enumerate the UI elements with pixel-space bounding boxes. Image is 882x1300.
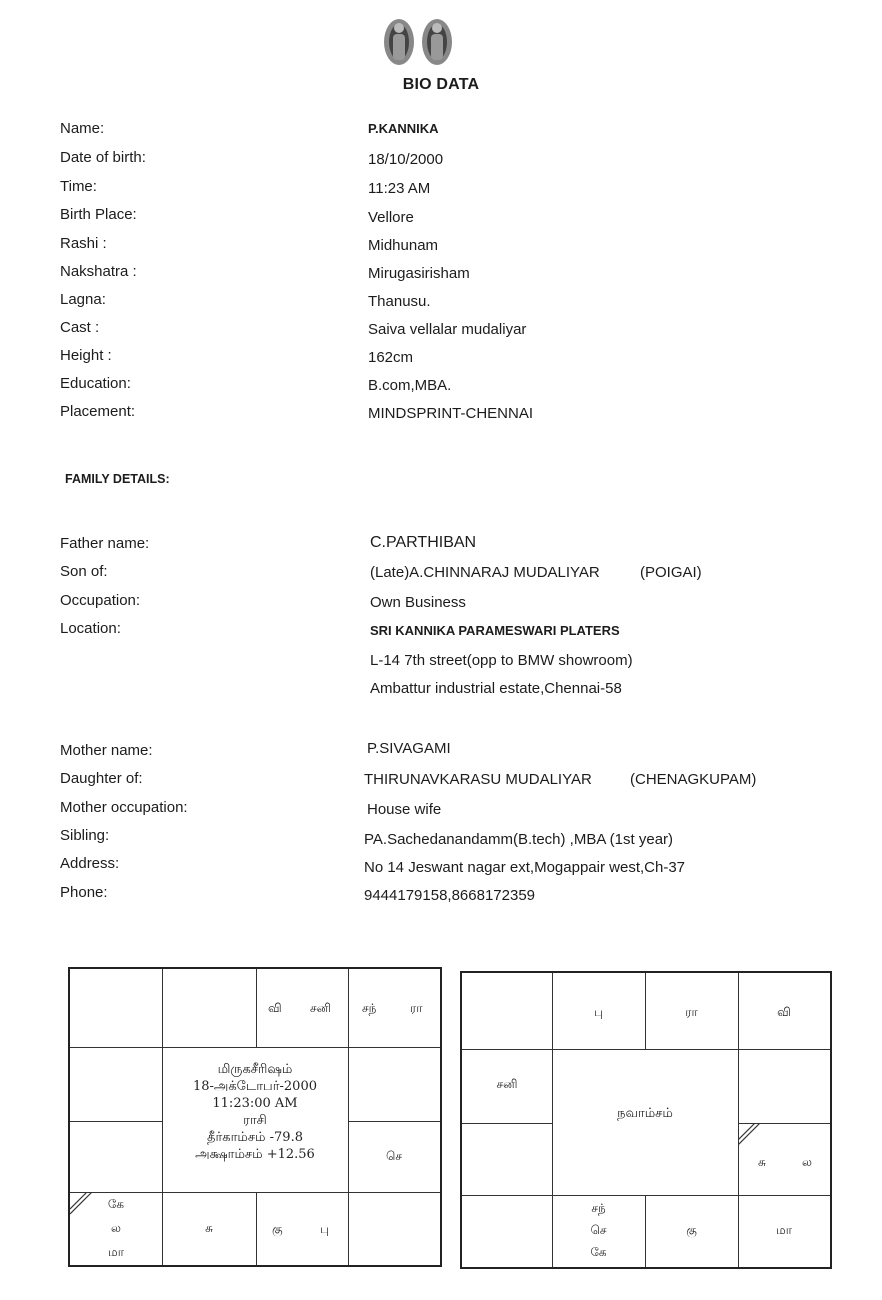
daughter-of-label: Daughter of: xyxy=(60,770,143,787)
birth-place-value: Vellore xyxy=(368,209,414,226)
navamsa-top-vi: வி xyxy=(777,1005,791,1019)
rasi-bottom-guru: கு xyxy=(272,1222,283,1236)
rasi-center-info xyxy=(162,1061,348,1163)
navamsa-bottom-guru: கு xyxy=(686,1223,697,1237)
occupation-label: Occupation: xyxy=(60,592,141,609)
navamsa-right-sukran: சு xyxy=(758,1155,766,1169)
navamsa-right-lagna: ல xyxy=(802,1155,812,1169)
phone-value: 9444179158,8668172359 xyxy=(364,887,536,904)
nakshatra-label: Nakshatra : xyxy=(60,263,137,280)
mother-name-label: Mother name: xyxy=(60,742,153,759)
father-name-label: Father name: xyxy=(60,535,150,552)
placement-label: Placement: xyxy=(60,403,136,420)
occupation-value: Own Business xyxy=(370,594,466,611)
height-label: Height : xyxy=(60,347,112,364)
cast-label: Cast : xyxy=(60,319,100,336)
mother-occupation-label: Mother occupation: xyxy=(60,799,188,816)
lagna-value: Thanusu. xyxy=(368,293,431,310)
sibling-label: Sibling: xyxy=(60,827,110,844)
rasi-latitude: அக்ஷாம்சம் +12.56 xyxy=(195,1147,315,1162)
rasi-bottom-budhan: பு xyxy=(320,1222,329,1236)
cast-value: Saiva vellalar mudaliyar xyxy=(368,321,527,338)
page-title: BIO DATA xyxy=(402,76,480,93)
education-label: Education: xyxy=(60,375,131,392)
rasi-bottom-sukran: சு xyxy=(205,1221,213,1235)
navamsa-left-sani: சனி xyxy=(496,1077,518,1091)
location-line1: L-14 7th street(opp to BMW showroom) xyxy=(370,652,633,669)
mother-name-value: P.SIVAGAMI xyxy=(367,740,451,757)
son-of-value: (Late)A.CHINNARAJ MUDALIYAR xyxy=(370,564,600,581)
sibling-value: PA.Sachedanandamm(B.tech) ,MBA (1st year) xyxy=(364,831,674,848)
rasi-chart xyxy=(68,967,442,1267)
location-company: SRI KANNIKA PARAMESWARI PLATERS xyxy=(370,623,620,638)
height-value: 162cm xyxy=(368,349,414,366)
rasi-label: ராசி xyxy=(243,1113,267,1128)
father-name-value: C.PARTHIBAN xyxy=(370,534,477,551)
education-value: B.com,MBA. xyxy=(368,377,452,394)
navamsa-chart xyxy=(460,971,832,1269)
rasi-time: 11:23:00 AM xyxy=(212,1096,298,1111)
navamsa-bottom-mandhi: மா xyxy=(776,1223,792,1237)
address-value: No 14 Jeswant nagar ext,Mogappair west,Ch-37 xyxy=(364,859,686,876)
daughter-of-place: (CHENAGKUPAM) xyxy=(630,771,757,788)
navamsa-top-budhan: பு xyxy=(594,1005,603,1019)
navamsa-top-rahu: ரா xyxy=(685,1005,698,1019)
navamsa-bottom-chandran: சந் xyxy=(591,1201,606,1215)
rasi-nakshatra: மிருகசீரிஷம் xyxy=(217,1062,293,1077)
location-line2: Ambattur industrial estate,Chennai-58 xyxy=(370,680,622,697)
rasi-longitude: தீர்காம்சம் -79.8 xyxy=(207,1130,303,1145)
deity-logo xyxy=(380,12,456,66)
rashi-label: Rashi : xyxy=(60,235,107,252)
dob-value: 18/10/2000 xyxy=(368,151,444,168)
navamsa-bottom-ketu: கே xyxy=(590,1245,607,1259)
address-label: Address: xyxy=(60,855,120,872)
rasi-date: 18-அக்டோபர்-2000 xyxy=(192,1079,317,1094)
dob-label: Date of birth: xyxy=(60,149,146,166)
navamsa-lagna-marker-icon xyxy=(738,1123,762,1147)
birth-place-label: Birth Place: xyxy=(60,206,137,223)
rashi-value: Midhunam xyxy=(368,237,439,254)
rasi-bottom-mandhi: மா xyxy=(108,1245,124,1259)
rasi-top-cell-vi: வி xyxy=(268,1001,282,1015)
family-details-heading: FAMILY DETAILS: xyxy=(65,472,170,486)
rasi-top-cell-chandran: சந் xyxy=(362,1001,377,1015)
rasi-bottom-lagna: ல xyxy=(111,1221,121,1235)
time-label: Time: xyxy=(60,178,97,195)
son-of-place: (POIGAI) xyxy=(640,564,702,581)
rasi-bottom-ketu: கே xyxy=(107,1197,125,1211)
rasi-top-cell-rahu: ரா xyxy=(410,1001,423,1015)
navamsa-bottom-sevvai: செ xyxy=(590,1223,607,1237)
son-of-label: Son of: xyxy=(60,563,108,580)
time-value: 11:23 AM xyxy=(368,180,431,197)
navamsa-center-label: நவாம்சம் xyxy=(617,1106,673,1121)
phone-label: Phone: xyxy=(60,884,108,901)
placement-value: MINDSPRINT-CHENNAI xyxy=(368,405,534,422)
name-label: Name: xyxy=(60,120,105,137)
lagna-label: Lagna: xyxy=(60,291,106,308)
nakshatra-value: Mirugasirisham xyxy=(368,265,470,282)
location-label: Location: xyxy=(60,620,121,637)
rasi-top-cell-sani: சனி xyxy=(310,1001,331,1015)
daughter-of-value: THIRUNAVKARASU MUDALIYAR xyxy=(364,771,592,788)
name-value: P.KANNIKA xyxy=(368,121,439,136)
rasi-right-cell-sevvai: செ xyxy=(386,1149,402,1163)
mother-occupation-value: House wife xyxy=(367,801,442,818)
